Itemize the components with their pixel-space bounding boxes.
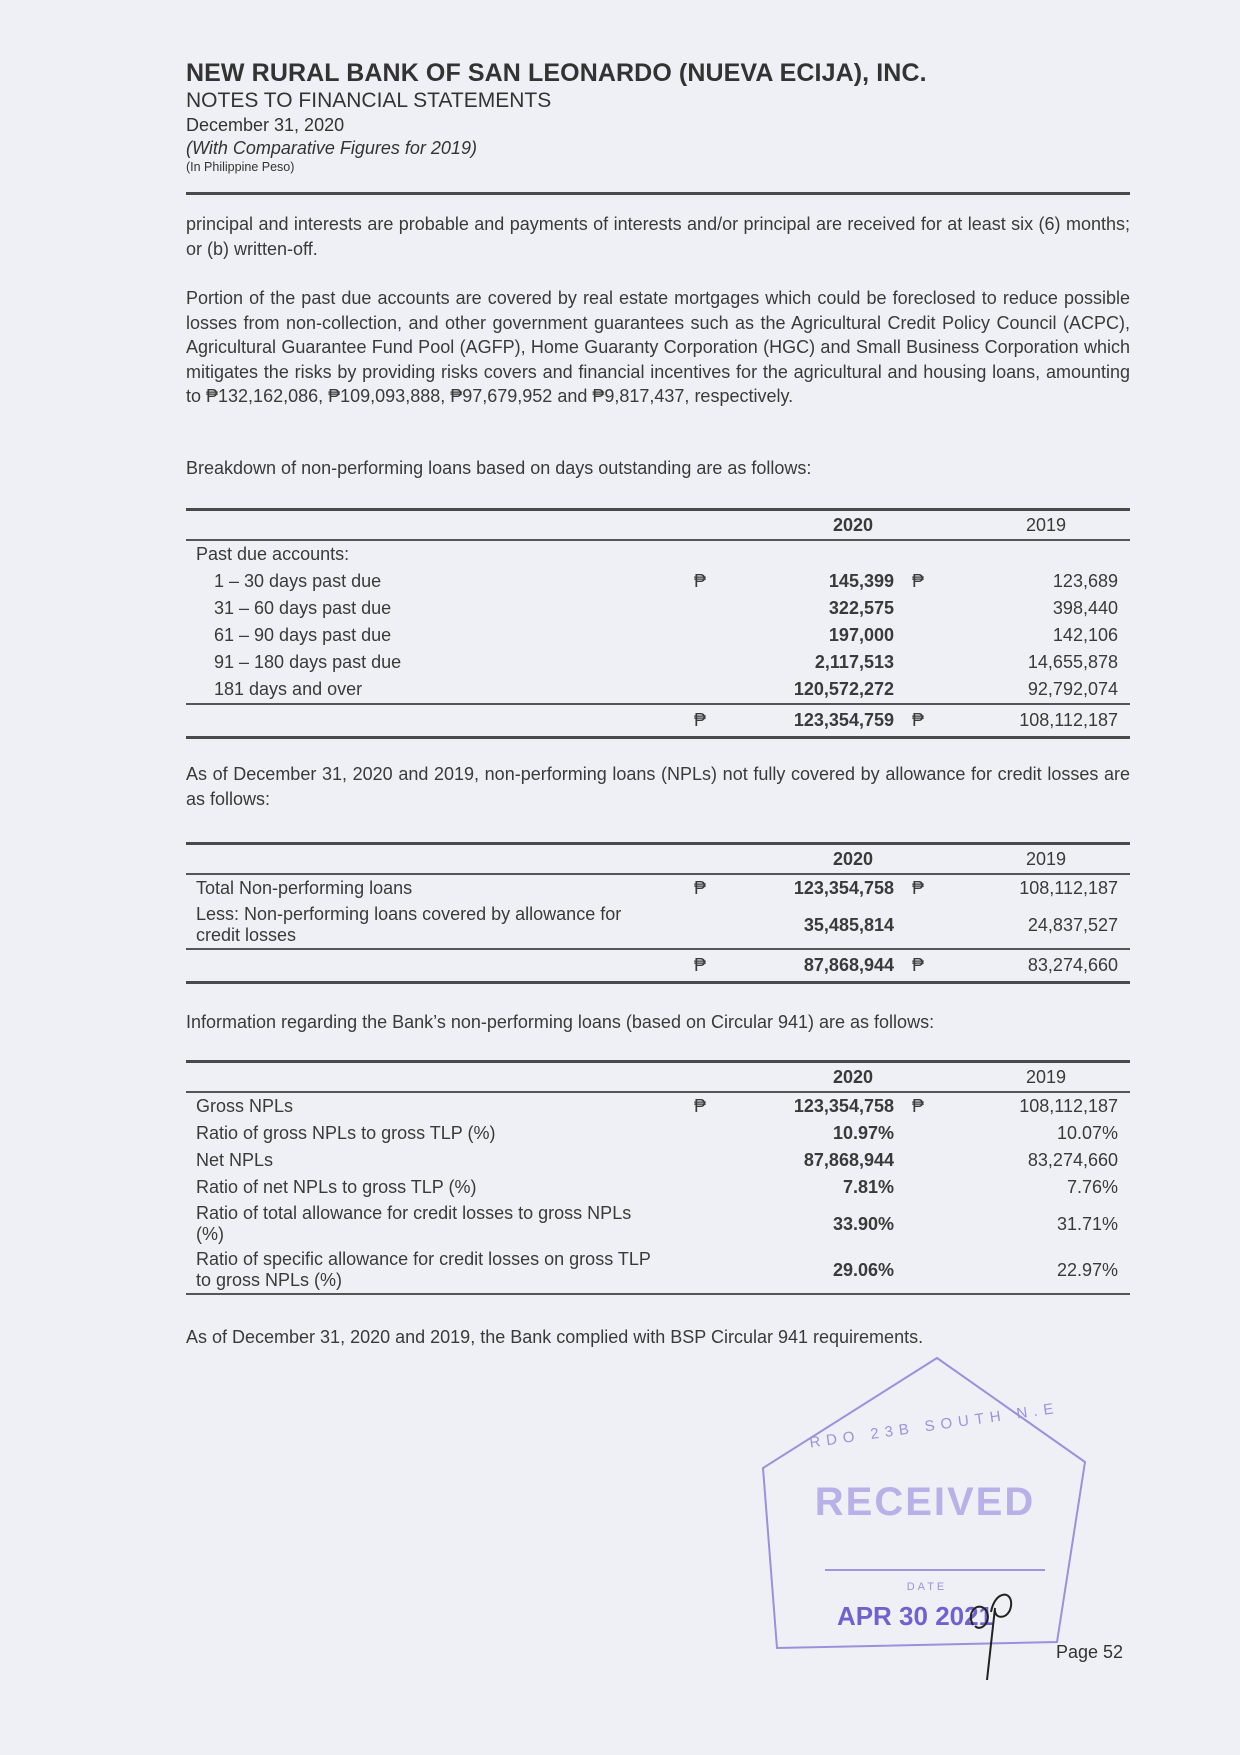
column-header-2020: 2020 [832, 515, 874, 535]
row-label: Gross NPLs [196, 1096, 294, 1116]
peso-sign: ₱ [694, 571, 707, 591]
peso-sign: ₱ [912, 710, 925, 730]
value-2019: 14,655,878 [1027, 652, 1118, 672]
table-bottom-rule [186, 1293, 1130, 1295]
header-divider [186, 192, 1130, 195]
value-2020: 197,000 [828, 625, 894, 645]
total-2019: 108,112,187 [1019, 710, 1118, 730]
peso-sign: ₱ [694, 710, 707, 730]
value-2020: 87,868,944 [803, 1150, 894, 1170]
value-2019: 123,689 [1052, 571, 1118, 591]
total-2020: 123,354,759 [793, 710, 894, 730]
received-stamp [755, 1350, 1145, 1680]
value-2019: 31.71% [1056, 1214, 1118, 1234]
row-label: 61 – 90 days past due [214, 625, 392, 645]
row-label: 31 – 60 days past due [214, 598, 392, 618]
peso-sign: ₱ [912, 1096, 925, 1116]
value-2020: 322,575 [828, 598, 894, 618]
table-row [186, 902, 1130, 948]
paragraph-npl-coverage-intro: As of December 31, 2020 and 2019, non-performing loans (NPLs) not fully covered by allowance for credit losses are as follows: [186, 764, 1130, 809]
value-2020: 123,354,758 [793, 878, 894, 898]
paragraph-compliance: As of December 31, 2020 and 2019, the Bank complied with BSP Circular 941 requirements. [186, 1327, 924, 1347]
table-row [186, 568, 1130, 595]
value-2019: 7.76% [1066, 1177, 1118, 1197]
peso-sign: ₱ [694, 878, 707, 898]
value-2019: 24,837,527 [1027, 915, 1118, 935]
page-number: Page 52 [1056, 1642, 1124, 1662]
table-row [186, 1147, 1130, 1174]
row-label: Ratio of total allowance for credit losses to gross NPLs (%) [196, 1203, 632, 1244]
value-2020: 33.90% [832, 1214, 894, 1234]
table-circular-941 [186, 1060, 1130, 1295]
row-label: Less: Non-performing loans covered by allowance for credit losses [196, 904, 622, 945]
paragraph-continuation: principal and interests are probable and payments of interests and/or principal are received for at least six (6) months; or (b) written-off. [186, 214, 1130, 259]
statement-date: December 31, 2020 [186, 115, 345, 135]
value-2019: 22.97% [1056, 1260, 1118, 1280]
paragraph-guarantees: Portion of the past due accounts are covered by real estate mortgages which could be foreclosed to reduce possible losses from non-collection, and other government guarantees such as the Agricultural Credit Policy Council (ACPC), Agricultural Guarantee Fund Pool (AGFP), Home Guaranty Corporation (HGC) and Small Business Corporation which mitigates the risks by providing risks covers and financial incentives for the agricultural and housing loans, amounting to ₱132,162,086, ₱109,093,888, ₱97,679,952 and ₱9,817,437, respectively. [186, 288, 1130, 406]
value-2020: 35,485,814 [803, 915, 894, 935]
value-2019: 10.07% [1056, 1123, 1118, 1143]
row-label: Ratio of net NPLs to gross TLP (%) [196, 1177, 477, 1197]
column-header-2019: 2019 [1025, 849, 1067, 869]
peso-sign: ₱ [912, 571, 925, 591]
table-row [186, 595, 1130, 622]
table-row [186, 875, 1130, 902]
table-row [186, 1174, 1130, 1201]
table-header-row [186, 511, 1130, 539]
stamp-date-value: APR 30 2021 [836, 1601, 994, 1631]
row-label: Total Non-performing loans [196, 878, 413, 898]
row-label: 91 – 180 days past due [214, 652, 402, 672]
table-section-row [186, 541, 1130, 568]
value-2019: 108,112,187 [1019, 1096, 1118, 1116]
stamp-date-label: DATE [906, 1581, 948, 1593]
paragraph-breakdown-intro: Breakdown of non-performing loans based on days outstanding are as follows: [186, 458, 812, 478]
column-header-2019: 2019 [1025, 1067, 1067, 1087]
table-row [186, 1120, 1130, 1147]
company-name: NEW RURAL BANK OF SAN LEONARDO (NUEVA ECIJA), INC. [186, 59, 927, 87]
table-row [186, 649, 1130, 676]
value-2020: 120,572,272 [793, 679, 894, 699]
row-label: Ratio of gross NPLs to gross TLP (%) [196, 1123, 496, 1143]
row-label: Past due accounts: [196, 544, 350, 564]
table-npl-coverage [186, 842, 1130, 984]
paragraph-circular-941-intro: Information regarding the Bank’s non-performing loans (based on Circular 941) are as follows: [186, 1012, 935, 1032]
total-2020: 87,868,944 [803, 955, 894, 975]
value-2020: 2,117,513 [814, 652, 894, 672]
value-2019: 398,440 [1052, 598, 1118, 618]
value-2020: 10.97% [832, 1123, 894, 1143]
row-label: Ratio of specific allowance for credit losses on gross TLP to gross NPLs (%) [196, 1249, 651, 1290]
peso-sign: ₱ [912, 955, 925, 975]
stamp-arc-text: RDO 23B SOUTH N.E [808, 1399, 1061, 1452]
document-title: NOTES TO FINANCIAL STATEMENTS [186, 89, 552, 112]
table-row [186, 676, 1130, 703]
value-2019: 108,112,187 [1019, 878, 1118, 898]
value-2019: 92,792,074 [1027, 679, 1118, 699]
column-header-2020: 2020 [832, 849, 874, 869]
table-total-row [186, 705, 1130, 736]
value-2020: 123,354,758 [793, 1096, 894, 1116]
peso-sign: ₱ [912, 878, 925, 898]
total-double-rule [186, 736, 1130, 739]
table-row [186, 1093, 1130, 1120]
comparative-note: (With Comparative Figures for 2019) [186, 138, 477, 158]
table-total-row [186, 950, 1130, 981]
value-2019: 142,106 [1052, 625, 1118, 645]
stamp-pentagon-icon [755, 1350, 1145, 1680]
total-2019: 83,274,660 [1027, 955, 1118, 975]
peso-sign: ₱ [694, 1096, 707, 1116]
table-header-row [186, 845, 1130, 873]
column-header-2019: 2019 [1025, 515, 1067, 535]
currency-note: (In Philippine Peso) [186, 160, 295, 174]
column-header-2020: 2020 [832, 1067, 874, 1087]
row-label: Net NPLs [196, 1150, 274, 1170]
table-header-row [186, 1063, 1130, 1091]
value-2020: 7.81% [842, 1177, 894, 1197]
total-double-rule [186, 981, 1130, 984]
value-2019: 83,274,660 [1027, 1150, 1118, 1170]
row-label: 181 days and over [214, 679, 363, 699]
table-npl-aging [186, 508, 1130, 739]
value-2020: 145,399 [828, 571, 894, 591]
value-2020: 29.06% [832, 1260, 894, 1280]
stamp-received-text: RECEIVED [814, 1480, 1036, 1524]
page-header [186, 58, 1130, 175]
peso-sign: ₱ [694, 955, 707, 975]
row-label: 1 – 30 days past due [214, 571, 382, 591]
table-row [186, 622, 1130, 649]
table-row [186, 1247, 1130, 1293]
table-row [186, 1201, 1130, 1247]
